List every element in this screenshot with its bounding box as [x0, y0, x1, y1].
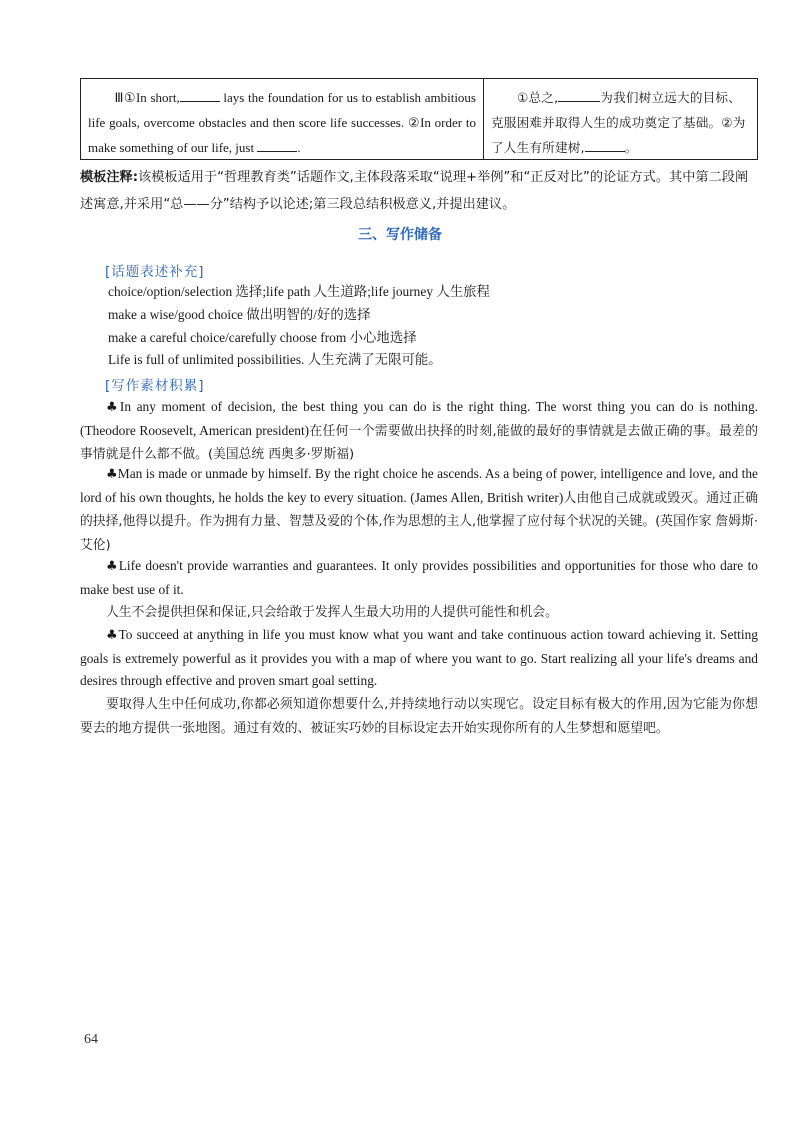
material-zh: 人由他自己成就或毁灭。通过正确的抉择,他得以提升。作为拥有力量、智慧及爱的个体,作为思想的主人,他掌握了应付每个状况的关键。(英国作家 詹姆斯·艾伦): [80, 490, 759, 553]
material-quote-life: [80, 555, 758, 601]
material-quote-allen: [80, 463, 758, 557]
material-zh: 人生不会提供担保和保证,只会给敢于发挥人生最大功用的人提供可能性和机会。: [106, 605, 558, 620]
topic-item: make a wise/good choice 做出明智的/好的选择: [108, 307, 371, 322]
topic-item: Life is full of unlimited possibilities. 人生充满了无限可能。: [108, 352, 442, 367]
material-zh: 要取得人生中任何成功,你都必须知道你想要什么,并持续地行动以实现它。设定目标有极大的作用,因为它能为你想要去的地方提供一张地图。通过有效的、被证实巧妙的目标设定去开始实现你所有的人生梦想和愿望吧。: [80, 697, 758, 736]
fill-blank: [585, 139, 625, 152]
topic-expressions-heading: [话题表述补充]: [105, 264, 205, 280]
note-label: 模板注释:: [80, 170, 139, 185]
club-suit-icon: ♣: [106, 559, 119, 574]
material-quote-roosevelt: [80, 396, 758, 467]
page-number: 64: [84, 1032, 98, 1047]
club-suit-icon: ♣: [106, 467, 118, 482]
material-en: Man is made or unmade by himself. By the right choice he ascends. As a being of power, intelligence and love, and the lord of his own thoughts, he holds the key to every situation. (James Allen, British writer): [80, 466, 758, 505]
template-english-cell: [81, 79, 484, 159]
template-chinese-part1: ①总之,: [517, 90, 559, 105]
material-translation-goals: [80, 693, 758, 740]
section-title: 三、写作储备: [358, 227, 442, 243]
material-quote-goals: [80, 624, 758, 693]
material-en: Life doesn't provide warranties and guarantees. It only provides possibilities and opportunities for those who dare to make best use of it.: [80, 558, 758, 597]
template-chinese-part2: 为我们树立远大的目标、克服困难并取得人生的成功奠定了基础。②为了人生有所建树,: [491, 90, 746, 156]
template-chinese-part3: 。: [624, 140, 638, 156]
template-english-part3: .: [297, 140, 301, 156]
template-chinese-cell: [484, 79, 757, 159]
club-suit-icon: ♣: [106, 628, 119, 643]
topic-item: make a careful choice/carefully choose from 小心地选择: [108, 330, 417, 345]
fill-blank: [180, 89, 220, 102]
material-zh: 在任何一个需要做出抉择的时刻,能做的最好的事情就是去做正确的事。最差的事情就是什么都不做。(美国总统 西奥多·罗斯福): [80, 423, 758, 463]
template-english-part2: lays the foundation for us to establish ambitious life goals, overcome obstacles and then score life successes. ②In order to make something of our life, just: [88, 90, 476, 156]
material-en: In any moment of decision, the best thing you can do is the right thing. The worst thing you can do is nothing. (Theodore Roosevelt, American president): [80, 399, 759, 438]
fill-blank: [257, 139, 297, 152]
template-english-part1: Ⅲ①In short,: [114, 90, 180, 105]
material-en: To succeed at anything in life you must know what you want and take continuous action toward achieving it. Setting goals is extremely powerful as it provides you with a map of where you want to go. Start realizing all your life's dreams and desires through effective and proven smart goal setting.: [80, 627, 758, 689]
club-suit-icon: ♣: [106, 400, 120, 415]
template-table: [80, 78, 758, 160]
note-text: 该模板适用于“哲理教育类”话题作文,主体段落采取“说理+举例”和“正反对比”的论证方式。其中第二段阐述寓意,并采用“总——分”结构予以论述;第三段总结积极意义,并提出建议。: [80, 170, 749, 212]
materials-heading: [写作素材积累]: [105, 378, 205, 394]
template-note: [80, 164, 760, 218]
topic-item: choice/option/selection 选择;life path 人生道路;life journey 人生旅程: [108, 284, 490, 299]
fill-blank: [558, 89, 600, 102]
material-translation-life: [80, 601, 758, 625]
